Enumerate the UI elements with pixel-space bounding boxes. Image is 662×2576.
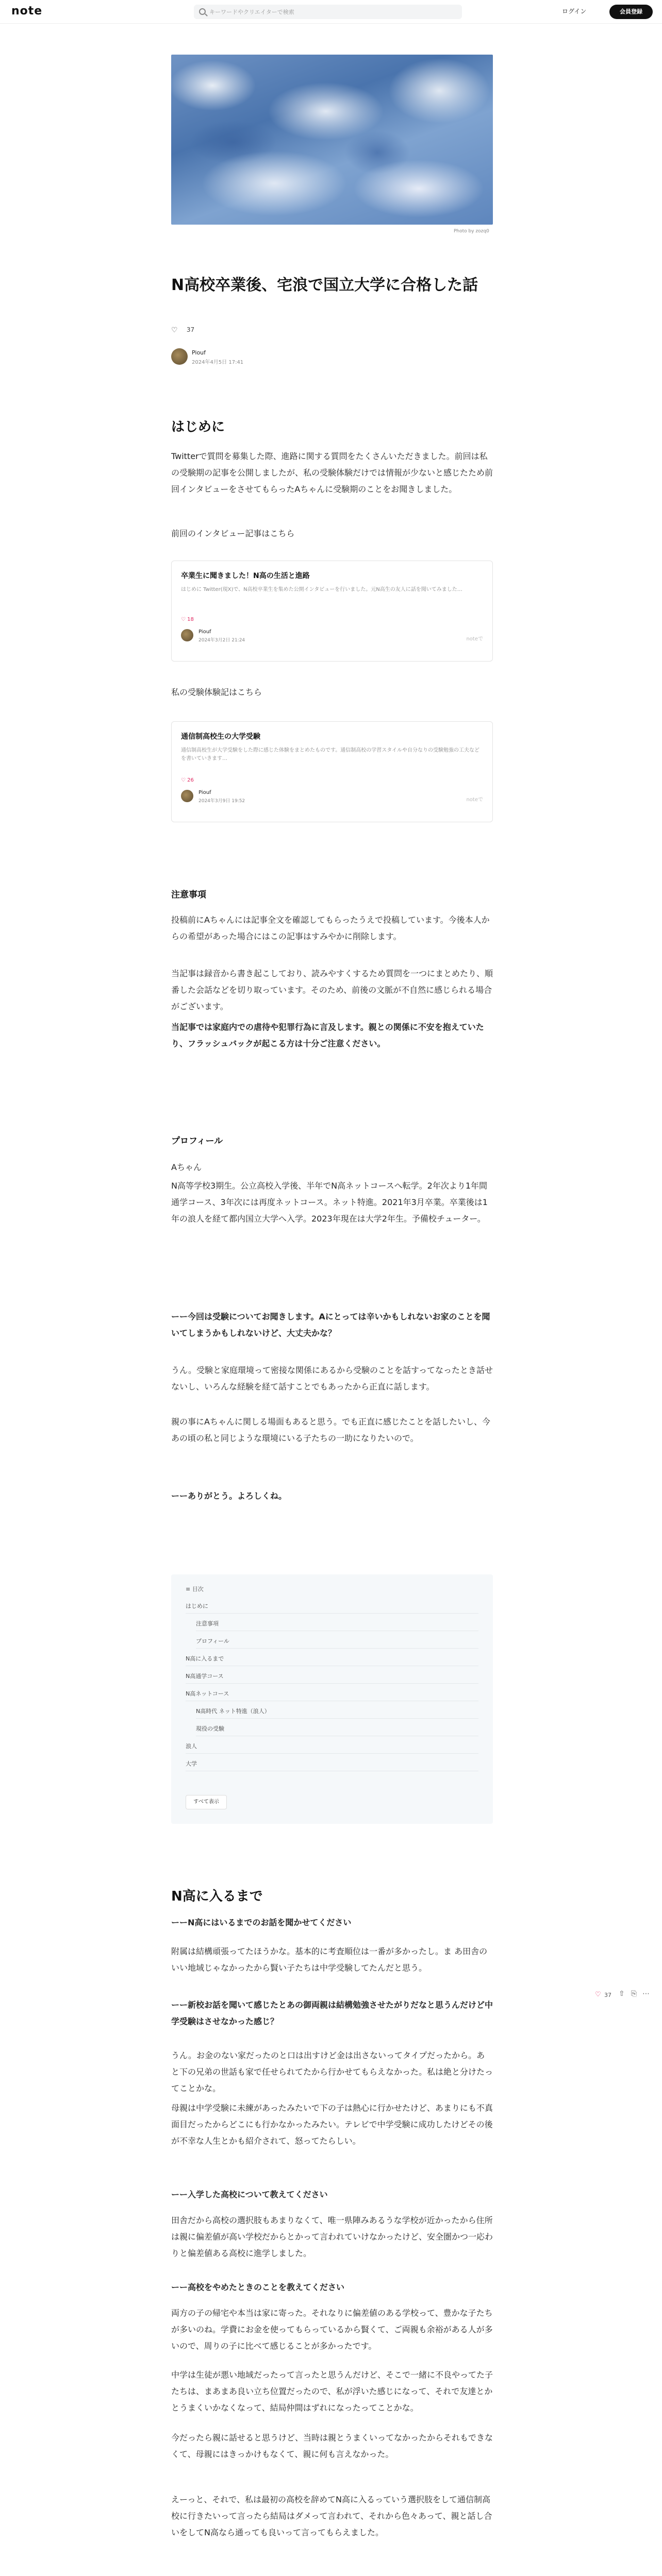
note-logo[interactable]: note <box>11 5 43 18</box>
answer-text: 田舎だから高校の選択肢もあまりなくて、唯一県陣みあるうな学校が近かったから住所は親に偏差値が高い学校だからとかって言われていけなかったけど、安全圏かつ一応わりと偏差値ある高校に進学しました。 <box>171 2215 493 2258</box>
intro-link-label-2: 私の受験体験記はこちら <box>171 687 262 697</box>
embed-like-number: 26 <box>187 777 194 783</box>
intro-paragraph: Twitterで質問を募集した際、進路に関する質問をたくさんいただきました。前回は私の受験期の記事を公開しましたが、私の受験体験だけでは情報が少ないと感じたため前回インタビューをさせてもらったAちゃんに受験期のことをお聞きしました。 <box>171 451 493 494</box>
section-heading-notes: 注意事項 <box>171 890 206 900</box>
author-name[interactable]: Piouf <box>192 349 206 356</box>
question-text: ーーN高にはいるまでのお話を聞かせてください <box>171 1918 352 1927</box>
heart-icon[interactable]: ♡ <box>595 1991 601 1998</box>
avatar <box>181 790 193 802</box>
profile-description: N高等学校3期生。公立高校入学後、半年でN高ネットコースへ転学。2年次より1年間通学コース、3年次には再度ネットコース。ネット特進。2021年3月卒業。卒業後は1年の浪人を経て都内国立大学へ入学。2023年現在は大学2年生。予備校チューター。 <box>171 1181 488 1224</box>
photo-credit[interactable]: Photo by zozq0 <box>454 229 489 234</box>
login-link[interactable]: ログイン <box>562 8 587 15</box>
search-input[interactable] <box>209 7 457 17</box>
embed-title: 卒業生に聞きました！N高の生活と進路 <box>181 572 310 580</box>
toc-item[interactable]: N高ネットコース <box>186 1687 478 1701</box>
toc-item[interactable]: 注意事項 <box>196 1617 478 1631</box>
embed-title: 通信制高校生の大学受験 <box>181 733 260 741</box>
embed-like-count: ♡ 26 <box>181 777 194 783</box>
intro-link-label: 前回のインタビュー記事はこちら <box>171 529 295 538</box>
toc-item[interactable]: 浪人 <box>186 1739 478 1754</box>
question-text: ーー入学した高校について教えてください <box>171 2190 328 2199</box>
publish-date: 2024年4月5日 17:41 <box>192 360 244 365</box>
article-title: N高校卒業後、宅浪で国立大学に合格した話 <box>171 276 478 294</box>
answer-text: 母親は中学受験に未練があったみたいで下の子は熱心に行かせたけど、あまりにも不真面目だったからどこにも行かなかったみたい。テレビで中学受験に成功したけどその後が不幸な人生とかも紹介されて、怒ってたらしい。 <box>171 2103 493 2146</box>
profile-name: Aちゃん <box>171 1162 202 1172</box>
register-button[interactable]: 会員登録 <box>609 5 653 19</box>
question-text: ーー新校お話を聞いて感じたとあの御両親は結構勉強させたがりだなと思うんだけど中学受験はさせなかった感じ？ <box>171 2000 493 2026</box>
answer-text: 今だったら親に話せると思うけど、当時は親とうまくいってなかったからそれもできなくて、母親にはきっかけもなくて、親に何も言えなかった。 <box>171 2433 493 2459</box>
hero-image <box>171 55 493 225</box>
answer-text: えーっと、それで、私は最初の高校を辞めてN高に入るっていう選択肢をして通信制高校に行きたいって言ったら結局はダメって言われて、それから色々あって、親と話し合いをしてN高なら通っても良いって言ってもらえました。 <box>171 2495 492 2537</box>
avatar[interactable] <box>171 348 188 365</box>
share-icon[interactable]: ⇧ <box>619 1990 625 1998</box>
toc-item[interactable]: 大学 <box>186 1757 478 1771</box>
notes-warning: 当記事では家庭内での虐待や犯罪行為に言及します。親との関係に不安を抱えていたり、フラッシュバックが起こる方は十分ご注意ください。 <box>171 1022 484 1048</box>
site-header <box>0 0 662 24</box>
like-count: 37 <box>186 326 195 333</box>
embed-like-count: ♡ 18 <box>181 617 194 622</box>
table-of-contents <box>171 1574 493 1824</box>
section-heading-profile: プロフィール <box>171 1136 223 1146</box>
embed-author: Piouf <box>198 790 211 795</box>
search-icon <box>199 8 206 15</box>
section-heading-before-nhigh: N高に入るまで <box>171 1889 263 1904</box>
answer-text: 中学は生徒が悪い地域だったって言ったと思うんだけど、そこで一緒に不良やってた子たちは、まあまあ良い立ち位置だったので、私が浮いた感じになって、それで友達とかとうまくいかなくなって、結局仲間はずれになったってことかな。 <box>171 2370 493 2413</box>
answer-text: 附属は結構頑張ってたほうかな。基本的に考査順位は一番が多かったし。ま あ田舎のいい地域じゃなかったから賢い子たちは中学受験してたんだと思う。 <box>171 1946 488 1973</box>
more-icon[interactable]: ⋯ <box>642 1990 650 1998</box>
toc-item[interactable]: N高に入るまで <box>186 1652 478 1666</box>
embed-note-mark: noteで <box>466 797 483 803</box>
toc-item[interactable]: N高通学コース <box>186 1669 478 1684</box>
toc-item[interactable]: プロフィール <box>196 1634 478 1649</box>
embedded-article-card[interactable] <box>171 721 493 822</box>
embed-date: 2024年3月9日 19:52 <box>198 799 245 804</box>
answer-text: 両方の子の帰宅や本当は家に寄った。それなりに偏差値のある学校って、豊かな子たちが多いのね。学費にお金を使ってもらっているから賢くて、ご両親も余裕がある人が多いので、周りの子に比べて感じることが多かったです。 <box>171 2308 493 2351</box>
toc-header[interactable]: ≡ 目次 <box>186 1586 204 1592</box>
toc-item[interactable]: 現役の受験 <box>196 1722 478 1736</box>
answer-text: うん。お金のない家だったのと口は出すけど金は出さないってタイプだったから。あと下の兄弟の世話も家で任せられてたから行かせてもらえなかった。私は絶と分けたってことかな。 <box>171 2050 493 2093</box>
notes-paragraph-1: 投稿前にAちゃんには記事全文を確認してもらったうえで投稿しています。今後本人からの希望があった場合にはこの記事はすみやかに削除します。 <box>171 915 490 941</box>
answer-text: 親の事にAちゃんに関しる場面もあると思う。でも正直に感じたことを話したいし、今あの頃の私と同じような環境にいる子たちの一助になりたいので。 <box>171 1417 490 1443</box>
embed-description: 通信制高校生が大学受験をした際に感じた体験をまとめたものです。通信制高校の学習スタイルや自分なりの受験勉強の工夫などを書いていきます… <box>181 748 479 761</box>
bookmark-icon[interactable]: ⎘ <box>631 1990 637 1998</box>
toc-header-label: 目次 <box>192 1586 204 1592</box>
search-box[interactable] <box>194 5 462 19</box>
floating-actions <box>593 1989 655 2002</box>
question-text: ーー高校をやめたときのことを教えてください <box>171 2282 345 2292</box>
embed-author: Piouf <box>198 629 211 635</box>
toc-item[interactable]: N高時代 ネット特進（浪人） <box>196 1704 478 1719</box>
side-like-count: 37 <box>604 1992 611 1998</box>
embed-note-mark: noteで <box>466 636 483 642</box>
embed-description: はじめに Twitter(現X)で、N高校卒業生を集めた公開インタビューを行いました。元N高生の友人に話を聞いてみました… <box>181 587 462 592</box>
toc-item[interactable]: はじめに <box>186 1599 478 1614</box>
section-heading-intro: はじめに <box>171 419 225 435</box>
embedded-article-card[interactable] <box>171 561 493 662</box>
avatar <box>181 629 193 641</box>
embed-like-number: 18 <box>187 617 194 622</box>
toc-show-all-button[interactable]: すべて表示 <box>186 1795 227 1809</box>
heart-icon[interactable]: ♡ <box>171 326 178 334</box>
question-text: ーー今回は受験についてお聞きします。Aにとっては辛いかもしれないお家のことを聞いてしまうかもしれないけど、大丈夫かな？ <box>171 1312 490 1338</box>
embed-date: 2024年3月2日 21:24 <box>198 638 245 643</box>
question-text: ーーありがとう。よろしくね。 <box>171 1491 287 1501</box>
like-row <box>171 326 194 336</box>
notes-paragraph-2: 当記事は録音から書き起こしており、読みやすくするため質問を一つにまとめたり、順番した会話などを切り取っています。そのため、前後の文脈が不自然に感じられる場合がございます。 <box>171 969 493 1011</box>
answer-text: うん。受験と家庭環境って密接な関係にあるから受験のことを話すってなったとき話せないし、いろんな経験を経て話すことでもあったから正直に話します。 <box>171 1365 493 1392</box>
